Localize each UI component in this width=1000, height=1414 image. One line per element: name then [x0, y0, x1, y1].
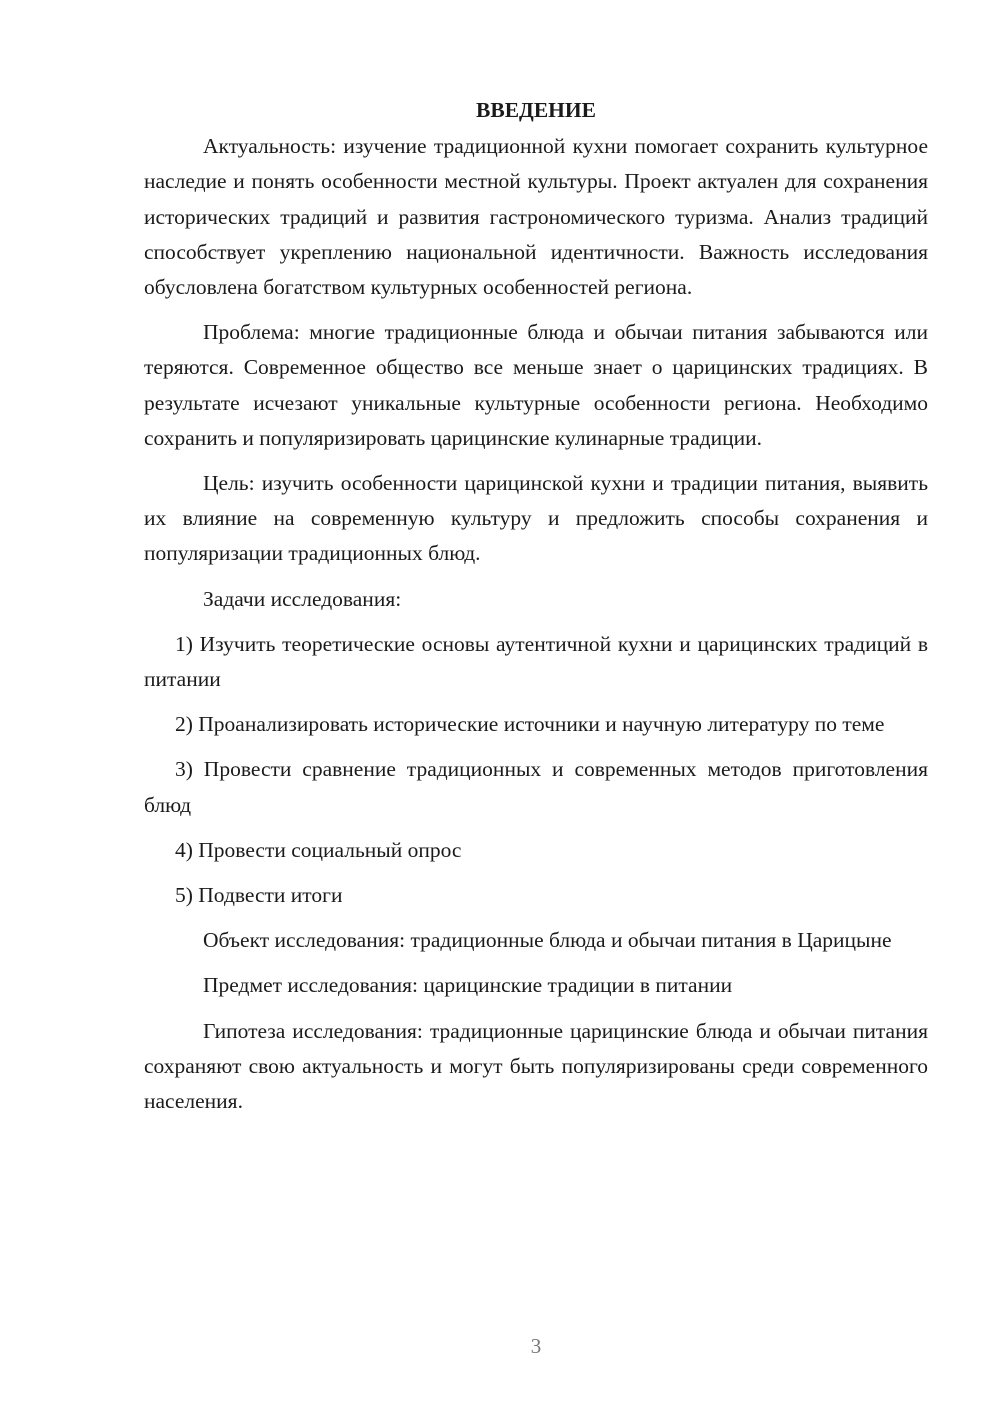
page-content — [144, 93, 928, 1129]
relevance-paragraph: Актуальность: изучение традиционной кухни помогает сохранить культурное наследие и понять особенности местной культуры. Проект актуален для сохранения исторических традиций и развития гастрономического туризма. Анализ традиций способствует укреплению национальной идентичности. Важность исследования обусловлена богатством культурных особенностей региона. — [144, 134, 928, 300]
object-paragraph: Объект исследования: традиционные блюда и обычаи питания в Царицыне — [203, 928, 892, 953]
hypothesis-paragraph: Гипотеза исследования: традиционные царицинские блюда и обычаи питания сохраняют свою актуальность и могут быть популяризированы среди современного населения. — [144, 1018, 928, 1114]
problem-paragraph: Проблема: многие традиционные блюда и обычаи питания забываются или теряются. Современное общество все меньше знает о царицинских традициях. В результате исчезают уникальные культурные особенности региона. Необходимо сохранить и популяризировать царицинские кулинарные традиции. — [144, 320, 928, 450]
task-item-5: 5) Подвести итоги — [175, 883, 343, 908]
section-title: ВВЕДЕНИЕ — [476, 98, 596, 122]
task-item-4: 4) Провести социальный опрос — [175, 837, 462, 862]
task-item-3: 3) Провести сравнение традиционных и современных методов приготовления блюд — [144, 757, 928, 817]
tasks-heading: Задачи исследования: — [203, 586, 402, 611]
task-item-1: 1) Изучить теоретические основы аутентичной кухни и царицинских традиций в питании — [144, 631, 928, 692]
task-item-2: 2) Проанализировать исторические источники и научную литературу по теме — [175, 712, 885, 737]
subject-paragraph: Предмет исследования: царицинские традиции в питании — [203, 973, 733, 998]
page-number: 3 — [530, 1334, 542, 1358]
goal-paragraph: Цель: изучить особенности царицинской кухни и традиции питания, выявить их влияние на современную культуру и предложить способы сохранения и популяризации традиционных блюд. — [144, 471, 928, 566]
